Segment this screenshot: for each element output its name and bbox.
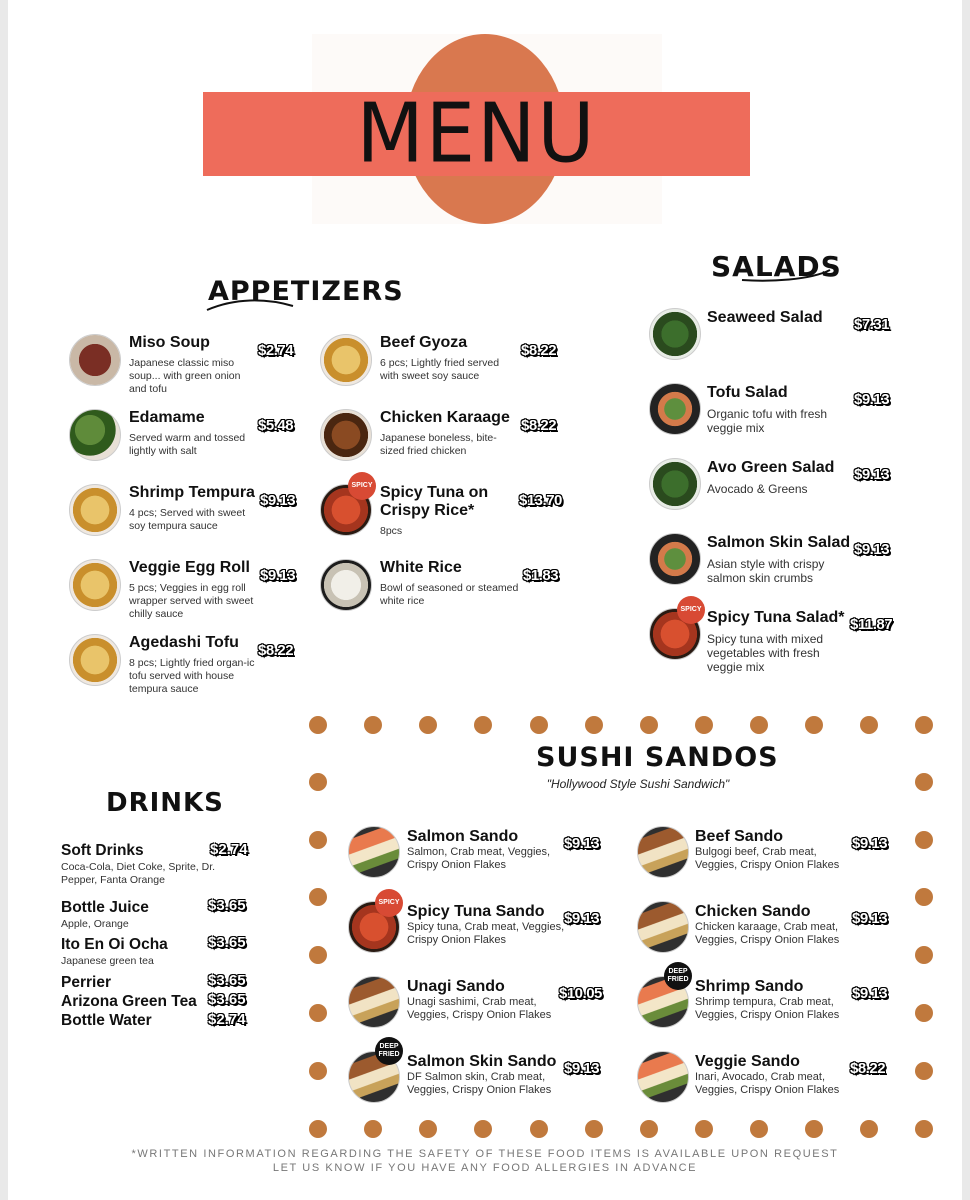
item-description: DF Salmon skin, Crab meat, Veggies, Crispy Onion Flakes: [407, 1071, 552, 1096]
drink-price: $3.65: [208, 934, 246, 951]
frame-dot: [805, 1120, 823, 1138]
salads-heading: SALADS: [711, 250, 842, 283]
item-name: Chicken Sando: [695, 903, 811, 920]
frame-dot: [915, 946, 933, 964]
appetizers-swash-icon: [205, 296, 295, 314]
frame-dot: [695, 716, 713, 734]
frame-dot: [640, 716, 658, 734]
item-price: $9.13: [260, 492, 296, 509]
frame-dot: [309, 888, 327, 906]
menu-title: MENU: [356, 86, 597, 182]
footer-allergy-note: LET US KNOW IF YOU HAVE ANY FOOD ALLERGIES IN ADVANCE: [272, 1162, 698, 1174]
item-price: $9.13: [854, 391, 890, 408]
deep-fried-badge: DEEP FRIED: [664, 962, 692, 990]
frame-dot: [309, 831, 327, 849]
agedashi-tofu-photo: [69, 634, 121, 686]
item-description: Bowl of seasoned or steamed white rice: [380, 582, 519, 607]
drink-name: Ito En Oi Ocha: [61, 936, 168, 953]
item-name: Veggie Egg Roll: [129, 559, 250, 576]
spicy-badge: SPICY: [348, 472, 376, 500]
sushi-sandos-heading: SUSHI SANDOS: [536, 742, 779, 773]
frame-dot: [419, 1120, 437, 1138]
item-description: 5 pcs; Veggies in egg roll wrapper served with sweet chilly sauce: [129, 582, 254, 620]
avo-green-salad-photo: [649, 458, 701, 510]
frame-dot: [695, 1120, 713, 1138]
frame-dot: [309, 1004, 327, 1022]
item-name: Veggie Sando: [695, 1053, 800, 1070]
frame-dot: [364, 1120, 382, 1138]
drinks-heading: DRINKS: [106, 788, 224, 818]
item-name: Unagi Sando: [407, 978, 505, 995]
chicken-karaage-photo: [320, 409, 372, 461]
item-price: $9.13: [564, 835, 600, 852]
item-name: Edamame: [129, 409, 205, 426]
item-description: Shrimp tempura, Crab meat, Veggies, Crispy Onion Flakes: [695, 996, 840, 1021]
appetizers-heading: APPETIZERS: [208, 276, 404, 307]
miso-soup-photo: [69, 334, 121, 386]
veggie-sando-photo: [637, 1051, 689, 1103]
item-description: Japanese classic miso soup... with green onion and tofu: [129, 357, 241, 395]
drink-name: Bottle Juice: [61, 899, 149, 916]
frame-dot: [860, 1120, 878, 1138]
item-name: Tofu Salad: [707, 384, 788, 401]
deep-fried-badge: DEEP FRIED: [375, 1037, 403, 1065]
item-description: Spicy tuna, Crab meat, Veggies, Crispy Onion Flakes: [407, 921, 565, 946]
frame-dot: [860, 716, 878, 734]
chicken-sando-photo: [637, 901, 689, 953]
item-price: $9.13: [852, 910, 888, 927]
frame-dot: [309, 1120, 327, 1138]
frame-dot: [309, 1062, 327, 1080]
drink-description: Japanese green tea: [61, 955, 154, 967]
beef-gyoza-photo: [320, 334, 372, 386]
item-name: Spicy Tuna on Crispy Rice*: [380, 484, 489, 519]
frame-dot: [915, 888, 933, 906]
drink-price: $3.65: [208, 897, 246, 914]
item-name: White Rice: [380, 559, 462, 576]
frame-dot: [640, 1120, 658, 1138]
item-price: $13.70: [519, 492, 562, 509]
frame-dot: [915, 1004, 933, 1022]
item-description: Salmon, Crab meat, Veggies, Crispy Onion Flakes: [407, 846, 551, 871]
item-price: $9.13: [852, 835, 888, 852]
item-name: Chicken Karaage: [380, 409, 510, 426]
footer-disclaimer: *WRITTEN INFORMATION REGARDING THE SAFETY OF THESE FOOD ITEMS IS AVAILABLE UPON REQUEST: [131, 1148, 839, 1160]
item-name: Seaweed Salad: [707, 309, 823, 326]
frame-dot: [530, 1120, 548, 1138]
tofu-salad-photo: [649, 383, 701, 435]
frame-dot: [915, 831, 933, 849]
item-name: Miso Soup: [129, 334, 210, 351]
item-price: $8.22: [258, 642, 294, 659]
item-description: 8 pcs; Lightly fried organ-ic tofu served with house tempura sauce: [129, 657, 255, 695]
item-price: $1.83: [523, 567, 559, 584]
frame-dot: [585, 1120, 603, 1138]
drink-name: Arizona Green Tea: [61, 993, 197, 1010]
item-name: Shrimp Sando: [695, 978, 804, 995]
frame-dot: [530, 716, 548, 734]
frame-dot: [750, 1120, 768, 1138]
shrimp-tempura-photo: [69, 484, 121, 536]
item-name: Agedashi Tofu: [129, 634, 239, 651]
spicy-badge: SPICY: [375, 889, 403, 917]
salmon-sando-photo: [348, 826, 400, 878]
frame-dot: [309, 946, 327, 964]
item-name: Salmon Skin Sando: [407, 1053, 557, 1070]
item-description: Inari, Avocado, Crab meat, Veggies, Crispy Onion Flakes: [695, 1071, 840, 1096]
drink-name: Bottle Water: [61, 1012, 152, 1029]
frame-dot: [805, 716, 823, 734]
frame-dot: [750, 716, 768, 734]
frame-dot: [915, 1120, 933, 1138]
spicy-badge: SPICY: [677, 596, 705, 624]
frame-dot: [915, 773, 933, 791]
drink-price: $3.65: [208, 972, 246, 989]
drink-name: Perrier: [61, 974, 111, 991]
frame-dot: [309, 773, 327, 791]
item-description: Chicken karaage, Crab meat, Veggies, Crispy Onion Flakes: [695, 921, 840, 946]
item-name: Beef Sando: [695, 828, 784, 845]
item-description: Asian style with crispy salmon skin crumbs: [707, 557, 825, 585]
frame-dot: [309, 716, 327, 734]
item-price: $7.31: [854, 316, 890, 333]
veggie-egg-roll-photo: [69, 559, 121, 611]
item-price: $9.13: [564, 910, 600, 927]
item-description: Japanese boneless, bite-sized fried chicken: [380, 432, 497, 457]
salads-swash-icon: [740, 266, 832, 284]
item-description: Avocado & Greens: [707, 482, 808, 496]
item-description: Bulgogi beef, Crab meat, Veggies, Crispy Onion Flakes: [695, 846, 840, 871]
frame-dot: [474, 1120, 492, 1138]
item-price: $9.13: [260, 567, 296, 584]
item-price: $9.13: [852, 985, 888, 1002]
item-price: $5.48: [258, 417, 294, 434]
frame-dot: [474, 716, 492, 734]
item-price: $11.87: [850, 616, 893, 633]
item-name: Shrimp Tempura: [129, 484, 255, 501]
drink-name: Soft Drinks: [61, 842, 144, 859]
white-rice-photo: [320, 559, 372, 611]
item-description: 4 pcs; Served with sweet soy tempura sauce: [129, 507, 246, 532]
item-name: Beef Gyoza: [380, 334, 468, 351]
item-price: $9.13: [564, 1060, 600, 1077]
item-name: Spicy Tuna Sando: [407, 903, 545, 920]
frame-dot: [364, 716, 382, 734]
item-description: Unagi sashimi, Crab meat, Veggies, Crispy Onion Flakes: [407, 996, 552, 1021]
item-name: Spicy Tuna Salad*: [707, 609, 845, 626]
sushi-sandos-subtitle: "Hollywood Style Sushi Sandwich": [546, 777, 730, 791]
item-price: $2.74: [258, 342, 294, 359]
item-name: Avo Green Salad: [707, 459, 835, 476]
seaweed-salad-photo: [649, 308, 701, 360]
frame-dot: [915, 716, 933, 734]
item-description: Organic tofu with fresh veggie mix: [707, 407, 828, 435]
drink-description: Coca-Cola, Diet Coke, Sprite, Dr. Pepper, Fanta Orange: [61, 861, 216, 886]
item-price: $8.22: [850, 1060, 886, 1077]
drink-description: Apple, Orange: [61, 918, 129, 930]
item-description: 6 pcs; Lightly fried served with sweet soy sauce: [380, 357, 500, 382]
item-price: $9.13: [854, 541, 890, 558]
frame-dot: [419, 716, 437, 734]
edamame-photo: [69, 409, 121, 461]
item-name: Salmon Skin Salad: [707, 534, 851, 551]
item-description: Spicy tuna with mixed vegetables with fresh veggie mix: [707, 632, 824, 674]
item-price: $9.13: [854, 466, 890, 483]
item-price: $8.22: [521, 417, 557, 434]
item-name: Salmon Sando: [407, 828, 519, 845]
frame-dot: [915, 1062, 933, 1080]
salmon-skin-salad-photo: [649, 533, 701, 585]
item-description: 8pcs: [380, 525, 403, 537]
drink-price: $2.74: [208, 1011, 246, 1028]
beef-sando-photo: [637, 826, 689, 878]
item-price: $8.22: [521, 342, 557, 359]
frame-dot: [585, 716, 603, 734]
drink-price: $3.65: [208, 991, 246, 1008]
drink-price: $2.74: [210, 841, 248, 858]
item-description: Served warm and tossed lightly with salt: [129, 432, 246, 457]
unagi-sando-photo: [348, 976, 400, 1028]
item-price: $10.05: [559, 985, 602, 1002]
